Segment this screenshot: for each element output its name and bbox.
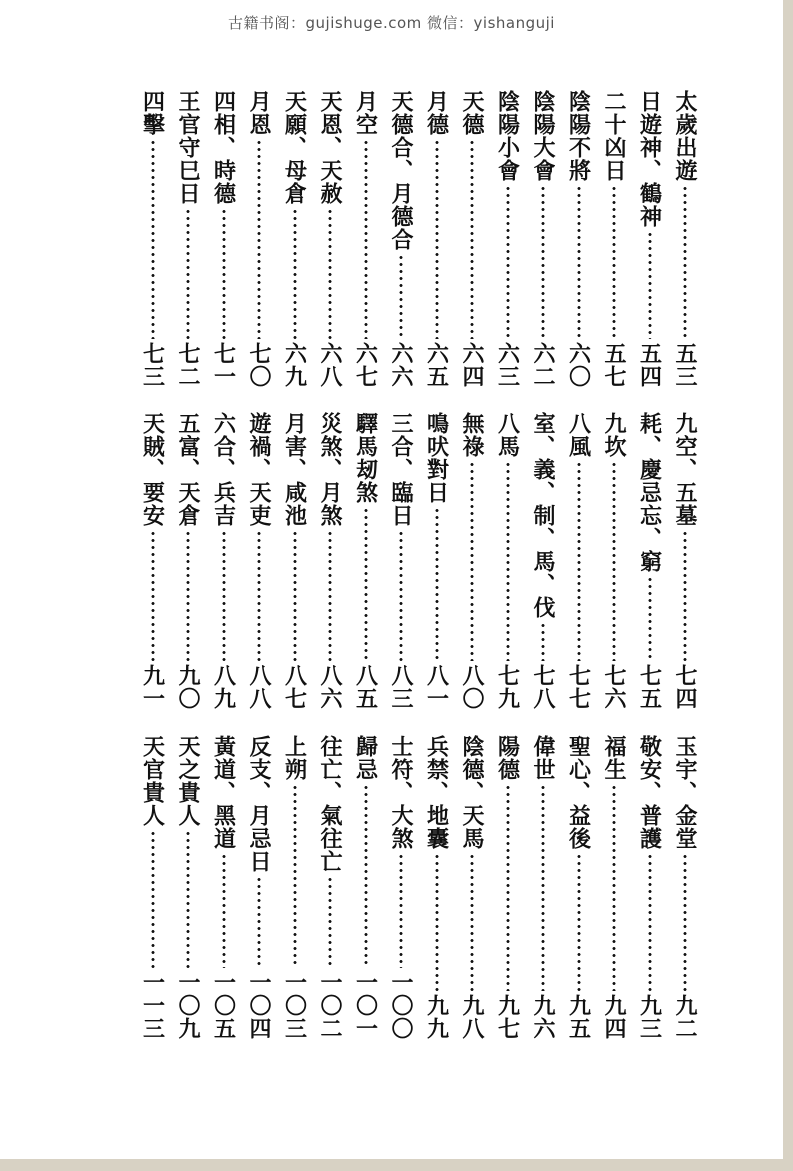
entry-page-number: 一〇九 xyxy=(175,971,201,1040)
entry-page-number: 六九 xyxy=(281,342,308,388)
entry-page-number: 八七 xyxy=(281,664,308,710)
entry-title: 天德 xyxy=(459,90,485,136)
entry-title: 鳴吠對日 xyxy=(423,412,450,504)
dot-leader xyxy=(399,853,403,968)
entry-page-number: 六八 xyxy=(317,342,343,388)
entry-title: 災煞、月煞 xyxy=(317,412,343,527)
entry-page-number: 五七 xyxy=(601,342,627,388)
toc-entry xyxy=(424,412,450,710)
entry-page-number: 六七 xyxy=(352,342,379,388)
dot-leader xyxy=(470,853,474,991)
dot-leader xyxy=(648,576,652,661)
dot-leader xyxy=(186,830,190,968)
entry-page-number: 一〇一 xyxy=(352,971,379,1040)
entry-title: 陽德 xyxy=(494,735,521,781)
watermark-header: 古籍书阁：gujishuge.com 微信：yishanguji xyxy=(228,14,555,32)
entry-title: 福生 xyxy=(601,735,627,781)
entry-title: 黃道、黑道 xyxy=(210,735,237,850)
entry-title: 月德 xyxy=(423,90,450,136)
toc-entry xyxy=(530,412,556,710)
toc-entry xyxy=(175,412,201,710)
dot-leader xyxy=(683,530,687,661)
dot-leader xyxy=(399,254,403,339)
toc-entry xyxy=(566,412,592,710)
entry-title: 驛馬刼煞 xyxy=(352,412,379,504)
entry-title: 天願、母倉 xyxy=(281,90,308,205)
toc-entry xyxy=(530,90,556,388)
dot-leader xyxy=(151,530,155,661)
page-edge-right xyxy=(783,0,793,1171)
toc-entry xyxy=(140,412,166,710)
entry-title: 陰陽小會 xyxy=(494,90,521,182)
toc-entry xyxy=(459,735,485,1040)
dot-leader xyxy=(364,784,368,968)
dot-leader xyxy=(399,530,403,661)
entry-page-number: 八九 xyxy=(210,664,237,710)
dot-leader xyxy=(683,853,687,991)
entry-page-number: 七一 xyxy=(210,342,237,388)
dot-leader xyxy=(257,139,261,339)
entry-title: 日遊神、鶴神 xyxy=(636,90,663,228)
entry-title: 太歲出遊 xyxy=(672,90,698,182)
dot-leader xyxy=(541,622,545,661)
dot-leader xyxy=(577,853,581,991)
entry-page-number: 六六 xyxy=(388,342,414,388)
dot-leader xyxy=(612,461,616,661)
toc-entry xyxy=(353,735,379,1040)
entry-page-number: 五三 xyxy=(672,342,698,388)
entry-title: 三合、臨日 xyxy=(388,412,414,527)
toc-entry xyxy=(601,412,627,710)
toc-entry xyxy=(140,90,166,388)
toc-entry xyxy=(388,412,414,710)
dot-leader xyxy=(293,530,297,661)
entry-page-number: 七四 xyxy=(672,664,698,710)
dot-leader xyxy=(186,208,190,339)
toc-entry xyxy=(566,735,592,1040)
entry-title: 九坎 xyxy=(601,412,627,458)
dot-leader xyxy=(151,830,155,968)
entry-page-number: 七九 xyxy=(494,664,521,710)
entry-title: 陰陽不將 xyxy=(565,90,592,182)
toc-entry xyxy=(424,735,450,1040)
toc-entry xyxy=(317,412,343,710)
dot-leader xyxy=(470,139,474,339)
entry-title: 八馬 xyxy=(494,412,521,458)
dot-leader xyxy=(435,507,439,661)
entry-title: 聖心、益後 xyxy=(565,735,592,850)
entry-page-number: 九六 xyxy=(530,994,556,1040)
entry-page-number: 七〇 xyxy=(246,342,272,388)
dot-leader xyxy=(577,185,581,339)
toc-entry xyxy=(424,90,450,388)
entry-title: 四相、時德 xyxy=(210,90,237,205)
dot-leader xyxy=(151,139,155,339)
entry-page-number: 七七 xyxy=(565,664,592,710)
toc-entry xyxy=(566,90,592,388)
dot-leader xyxy=(222,853,226,968)
entry-title: 王官守巳日 xyxy=(175,90,201,205)
entry-page-number: 一〇四 xyxy=(246,971,272,1040)
entry-title: 敬安、普護 xyxy=(636,735,663,850)
dot-leader xyxy=(470,461,474,661)
dot-leader xyxy=(328,530,332,661)
toc-entry xyxy=(459,90,485,388)
entry-page-number: 七八 xyxy=(530,664,556,710)
toc-entry xyxy=(388,735,414,1040)
entry-page-number: 九五 xyxy=(565,994,592,1040)
toc-entry xyxy=(282,90,308,388)
toc-entry xyxy=(495,735,521,1040)
dot-leader xyxy=(612,185,616,339)
entry-title: 室、義、制、馬、伐 xyxy=(530,412,556,619)
toc-entry xyxy=(317,735,343,1040)
dot-leader xyxy=(648,853,652,991)
entry-page-number: 七五 xyxy=(636,664,663,710)
dot-leader xyxy=(293,208,297,339)
dot-leader xyxy=(506,461,510,661)
toc-entry xyxy=(282,412,308,710)
toc-entry xyxy=(282,735,308,1040)
entry-page-number: 一〇五 xyxy=(210,971,237,1040)
toc-entry xyxy=(495,412,521,710)
toc-entry xyxy=(211,90,237,388)
entry-page-number: 一〇二 xyxy=(317,971,343,1040)
entry-title: 月空 xyxy=(352,90,379,136)
page-edge-bottom xyxy=(0,1159,793,1171)
entry-title: 天恩、天赦 xyxy=(317,90,343,205)
toc-entry xyxy=(246,735,272,1040)
entry-page-number: 八三 xyxy=(388,664,414,710)
toc-entry xyxy=(672,90,698,388)
entry-page-number: 七三 xyxy=(139,342,166,388)
dot-leader xyxy=(257,530,261,661)
entry-title: 玉宇、金堂 xyxy=(672,735,698,850)
toc-entry xyxy=(601,735,627,1040)
dot-leader xyxy=(541,784,545,991)
dot-leader xyxy=(186,530,190,661)
entry-page-number: 八五 xyxy=(352,664,379,710)
toc-entry xyxy=(495,90,521,388)
toc-entry xyxy=(211,735,237,1040)
dot-leader xyxy=(435,853,439,991)
toc-entry xyxy=(246,90,272,388)
entry-page-number: 八六 xyxy=(317,664,343,710)
entry-title: 六合、兵吉 xyxy=(210,412,237,527)
entry-title: 天德合、月德合 xyxy=(388,90,414,251)
toc-entry xyxy=(672,735,698,1040)
entry-title: 五富、天倉 xyxy=(175,412,201,527)
toc-entry xyxy=(530,735,556,1040)
entry-title: 歸忌 xyxy=(352,735,379,781)
entry-page-number: 九二 xyxy=(672,994,698,1040)
entry-page-number: 一〇〇 xyxy=(388,971,414,1040)
entry-page-number: 六〇 xyxy=(565,342,592,388)
dot-leader xyxy=(683,185,687,339)
dot-leader xyxy=(506,185,510,339)
entry-page-number: 八〇 xyxy=(459,664,485,710)
entry-page-number: 九四 xyxy=(601,994,627,1040)
dot-leader xyxy=(435,139,439,339)
entry-title: 偉世 xyxy=(530,735,556,781)
entry-title: 士符、大煞 xyxy=(388,735,414,850)
entry-title: 月恩 xyxy=(246,90,272,136)
toc-entry xyxy=(672,412,698,710)
toc-entry xyxy=(353,90,379,388)
entry-title: 月害、咸池 xyxy=(281,412,308,527)
dot-leader xyxy=(612,784,616,991)
toc-entry xyxy=(211,412,237,710)
entry-title: 遊禍、天吏 xyxy=(246,412,272,527)
entry-page-number: 六二 xyxy=(530,342,556,388)
dot-leader xyxy=(506,784,510,991)
dot-leader xyxy=(364,507,368,661)
dot-leader xyxy=(222,208,226,339)
dot-leader xyxy=(257,876,261,968)
toc-entry xyxy=(140,735,166,1040)
entry-title: 二十凶日 xyxy=(601,90,627,182)
dot-leader xyxy=(293,784,297,968)
dot-leader xyxy=(364,139,368,339)
toc-entry xyxy=(246,412,272,710)
entry-title: 四擊 xyxy=(139,90,166,136)
toc-entry xyxy=(353,412,379,710)
entry-title: 天賊、要安 xyxy=(139,412,166,527)
entry-page-number: 五四 xyxy=(636,342,663,388)
entry-page-number: 一〇三 xyxy=(281,971,308,1040)
entry-title: 耗、慶忌忘、窮 xyxy=(636,412,663,573)
entry-page-number: 八八 xyxy=(246,664,272,710)
dot-leader xyxy=(222,530,226,661)
dot-leader xyxy=(541,185,545,339)
toc-entry xyxy=(317,90,343,388)
toc-entry xyxy=(601,90,627,388)
entry-title: 九空、五墓 xyxy=(672,412,698,527)
entry-page-number: 九一 xyxy=(139,664,166,710)
toc-entry xyxy=(175,90,201,388)
toc-entry xyxy=(459,412,485,710)
dot-leader xyxy=(328,208,332,339)
entry-title: 八風 xyxy=(565,412,592,458)
entry-title: 陰德、天馬 xyxy=(459,735,485,850)
entry-page-number: 六四 xyxy=(459,342,485,388)
entry-title: 天官貴人 xyxy=(139,735,166,827)
dot-leader xyxy=(648,231,652,339)
entry-title: 上朔 xyxy=(281,735,308,781)
entry-page-number: 九七 xyxy=(494,994,521,1040)
entry-title: 陰陽大會 xyxy=(530,90,556,182)
entry-page-number: 八一 xyxy=(423,664,450,710)
entry-page-number: 九三 xyxy=(636,994,663,1040)
toc-entry xyxy=(637,90,663,388)
entry-title: 兵禁、地囊 xyxy=(423,735,450,850)
entry-page-number: 六五 xyxy=(423,342,450,388)
toc-entry xyxy=(637,412,663,710)
entry-page-number: 七二 xyxy=(175,342,201,388)
toc-entry xyxy=(175,735,201,1040)
entry-title: 無祿 xyxy=(459,412,485,458)
entry-title: 天之貴人 xyxy=(175,735,201,827)
entry-title: 反支、月忌日 xyxy=(246,735,272,873)
entry-page-number: 一一三 xyxy=(139,971,166,1040)
entry-title: 往亡、氣往亡 xyxy=(317,735,343,873)
entry-page-number: 九八 xyxy=(459,994,485,1040)
dot-leader xyxy=(577,461,581,661)
entry-page-number: 九〇 xyxy=(175,664,201,710)
toc-entry xyxy=(637,735,663,1040)
entry-page-number: 九九 xyxy=(423,994,450,1040)
entry-page-number: 六三 xyxy=(494,342,521,388)
dot-leader xyxy=(328,876,332,968)
toc-entry xyxy=(388,90,414,388)
entry-page-number: 七六 xyxy=(601,664,627,710)
